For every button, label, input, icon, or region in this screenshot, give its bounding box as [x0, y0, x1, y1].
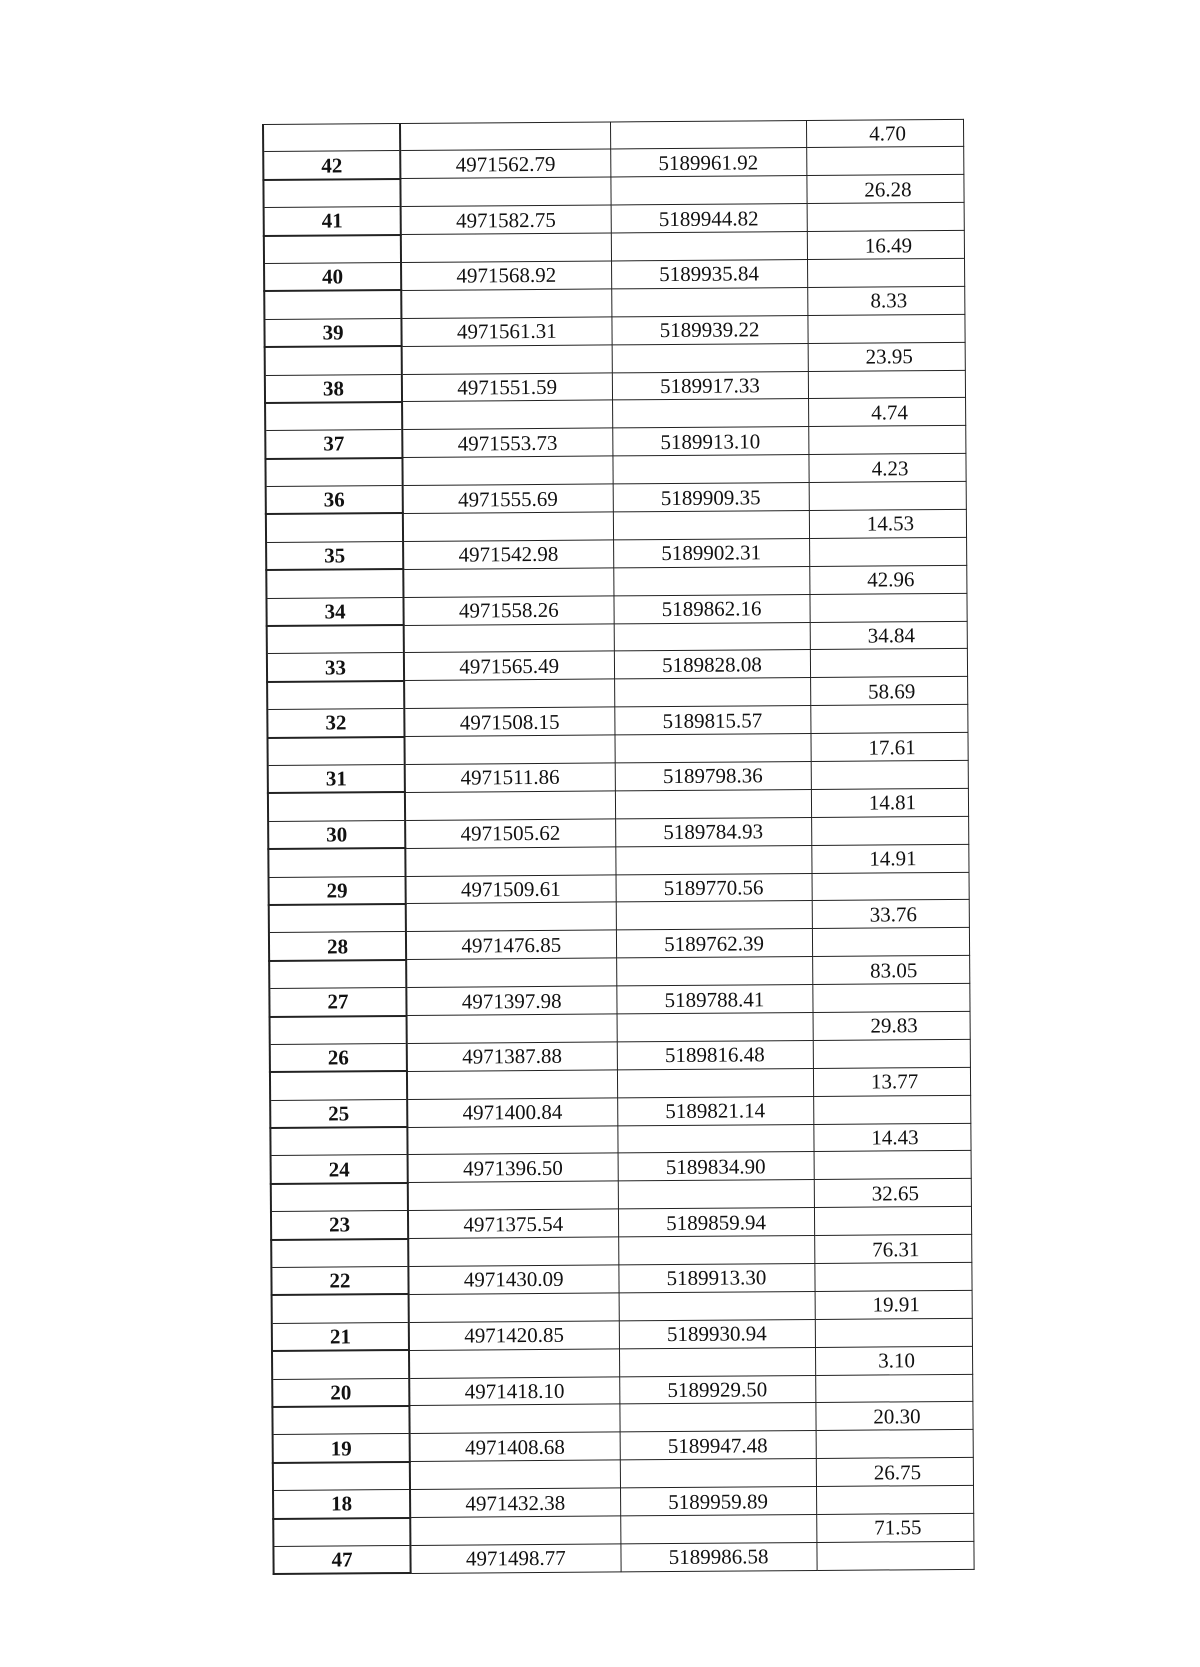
point-id-cell: 40 [264, 262, 401, 291]
distance-cell [808, 426, 965, 455]
y-coordinate-cell [611, 287, 807, 316]
point-id-cell: 22 [271, 1266, 408, 1295]
distance-cell [813, 1095, 970, 1124]
point-id-cell [268, 792, 405, 821]
y-coordinate-cell: 5189935.84 [611, 259, 807, 288]
distance-cell [807, 314, 964, 343]
point-id-cell: 41 [264, 207, 401, 236]
y-coordinate-cell: 5189986.58 [620, 1542, 816, 1571]
y-coordinate-cell: 5189959.89 [620, 1487, 816, 1516]
point-id-cell [272, 1294, 409, 1323]
y-coordinate-cell: 5189913.10 [612, 427, 808, 456]
point-id-cell: 18 [273, 1490, 410, 1519]
distance-cell [810, 705, 967, 734]
distance-cell: 14.81 [811, 788, 968, 817]
y-coordinate-cell [617, 1124, 813, 1153]
distance-cell: 14.91 [811, 844, 968, 873]
x-coordinate-cell: 4971511.86 [405, 763, 615, 792]
y-coordinate-cell [619, 1291, 815, 1320]
point-id-cell: 27 [269, 988, 406, 1017]
distance-cell: 13.77 [813, 1067, 970, 1096]
y-coordinate-cell: 5189834.90 [618, 1152, 814, 1181]
y-coordinate-cell: 5189859.94 [618, 1208, 814, 1237]
point-id-cell [271, 1239, 408, 1268]
y-coordinate-cell: 5189815.57 [614, 706, 810, 735]
point-id-cell: 23 [271, 1211, 408, 1240]
y-coordinate-cell [610, 176, 806, 205]
distance-cell [810, 649, 967, 678]
x-coordinate-cell: 4971396.50 [408, 1153, 618, 1182]
distance-cell: 32.65 [814, 1179, 971, 1208]
y-coordinate-cell [610, 121, 806, 150]
distance-cell: 4.70 [806, 119, 963, 148]
distance-cell [807, 258, 964, 287]
distance-cell [808, 370, 965, 399]
point-id-cell: 24 [271, 1155, 408, 1184]
point-id-cell [267, 681, 404, 710]
distance-cell [813, 1039, 970, 1068]
point-id-cell: 33 [267, 653, 404, 682]
x-coordinate-cell: 4971562.79 [400, 149, 610, 178]
point-id-cell [271, 1183, 408, 1212]
point-id-cell: 31 [268, 764, 405, 793]
x-coordinate-cell: 4971508.15 [404, 707, 614, 736]
point-id-cell [265, 458, 402, 487]
y-coordinate-cell: 5189909.35 [613, 483, 809, 512]
point-id-cell: 34 [266, 597, 403, 626]
y-coordinate-cell [618, 1180, 814, 1209]
point-id-cell: 26 [270, 1043, 407, 1072]
x-coordinate-cell: 4971418.10 [409, 1376, 619, 1405]
distance-cell: 16.49 [807, 230, 964, 259]
x-coordinate-cell: 4971553.73 [402, 428, 612, 457]
distance-cell [812, 872, 969, 901]
distance-cell: 42.96 [809, 565, 966, 594]
x-coordinate-cell [403, 568, 613, 597]
y-coordinate-cell [612, 343, 808, 372]
distance-cell: 29.83 [813, 1011, 970, 1040]
point-id-cell: 42 [263, 151, 400, 180]
x-coordinate-cell: 4971430.09 [408, 1265, 618, 1294]
x-coordinate-cell [405, 791, 615, 820]
x-coordinate-cell [402, 456, 612, 485]
point-id-cell [265, 402, 402, 431]
y-coordinate-cell: 5189770.56 [616, 873, 812, 902]
point-id-cell [270, 1015, 407, 1044]
x-coordinate-cell: 4971505.62 [405, 819, 615, 848]
y-coordinate-cell [616, 957, 812, 986]
y-coordinate-cell: 5189762.39 [616, 929, 812, 958]
x-coordinate-cell [404, 679, 614, 708]
distance-cell: 19.91 [815, 1290, 972, 1319]
distance-cell: 8.33 [807, 286, 964, 315]
y-coordinate-cell [619, 1403, 815, 1432]
document-page [262, 119, 973, 1575]
y-coordinate-cell: 5189788.41 [616, 985, 812, 1014]
y-coordinate-cell [619, 1347, 815, 1376]
point-id-cell [272, 1406, 409, 1435]
x-coordinate-cell [402, 400, 612, 429]
distance-cell [807, 203, 964, 232]
y-coordinate-cell: 5189902.31 [613, 538, 809, 567]
x-coordinate-cell: 4971509.61 [406, 874, 616, 903]
point-id-cell: 39 [264, 318, 401, 347]
x-coordinate-cell: 4971551.59 [402, 372, 612, 401]
distance-cell [814, 1262, 971, 1291]
x-coordinate-cell [405, 847, 615, 876]
y-coordinate-cell: 5189816.48 [617, 1040, 813, 1069]
x-coordinate-cell: 4971400.84 [407, 1098, 617, 1127]
y-coordinate-cell: 5189821.14 [617, 1096, 813, 1125]
distance-cell: 33.76 [812, 900, 969, 929]
distance-cell [816, 1485, 973, 1514]
point-id-cell: 29 [269, 876, 406, 905]
distance-cell: 3.10 [815, 1346, 972, 1375]
y-coordinate-cell: 5189929.50 [619, 1375, 815, 1404]
distance-cell [811, 816, 968, 845]
y-coordinate-cell [617, 1068, 813, 1097]
point-id-cell: 38 [265, 374, 402, 403]
y-coordinate-cell [614, 678, 810, 707]
point-id-cell [264, 290, 401, 319]
distance-cell: 17.61 [810, 732, 967, 761]
y-coordinate-cell [616, 901, 812, 930]
distance-cell: 71.55 [816, 1513, 973, 1542]
x-coordinate-cell: 4971432.38 [410, 1488, 620, 1517]
point-id-cell: 35 [266, 541, 403, 570]
point-id-cell: 47 [273, 1545, 410, 1574]
point-id-cell: 30 [268, 820, 405, 849]
point-id-cell [268, 848, 405, 877]
point-id-cell: 25 [270, 1099, 407, 1128]
point-id-cell [272, 1350, 409, 1379]
y-coordinate-cell [620, 1515, 816, 1544]
point-id-cell [267, 625, 404, 654]
distance-cell: 4.74 [808, 398, 965, 427]
y-coordinate-cell [613, 566, 809, 595]
distance-cell: 76.31 [814, 1234, 971, 1263]
y-coordinate-cell [615, 845, 811, 874]
y-coordinate-cell: 5189828.08 [614, 650, 810, 679]
x-coordinate-cell: 4971561.31 [401, 317, 611, 346]
distance-cell [809, 593, 966, 622]
y-coordinate-cell: 5189930.94 [619, 1319, 815, 1348]
distance-cell: 23.95 [808, 342, 965, 371]
distance-cell [814, 1151, 971, 1180]
coordinates-table [262, 119, 974, 1575]
y-coordinate-cell [612, 455, 808, 484]
x-coordinate-cell: 4971558.26 [403, 596, 613, 625]
y-coordinate-cell: 5189784.93 [615, 817, 811, 846]
y-coordinate-cell [611, 232, 807, 261]
point-row [273, 1541, 973, 1574]
distance-cell: 83.05 [812, 956, 969, 985]
y-coordinate-cell [612, 399, 808, 428]
x-coordinate-cell [401, 289, 611, 318]
y-coordinate-cell: 5189913.30 [618, 1263, 814, 1292]
y-coordinate-cell [617, 1012, 813, 1041]
y-coordinate-cell: 5189961.92 [610, 148, 806, 177]
distance-cell [806, 147, 963, 176]
point-id-cell [264, 235, 401, 264]
point-id-cell [269, 904, 406, 933]
y-coordinate-cell [615, 789, 811, 818]
x-coordinate-cell [409, 1293, 619, 1322]
x-coordinate-cell: 4971498.77 [410, 1544, 620, 1573]
distance-cell [809, 537, 966, 566]
x-coordinate-cell: 4971375.54 [408, 1209, 618, 1238]
distance-cell: 58.69 [810, 677, 967, 706]
x-coordinate-cell: 4971420.85 [409, 1321, 619, 1350]
y-coordinate-cell: 5189798.36 [615, 761, 811, 790]
x-coordinate-cell: 4971476.85 [406, 930, 616, 959]
distance-cell: 20.30 [815, 1402, 972, 1431]
x-coordinate-cell [402, 345, 612, 374]
point-id-cell: 21 [272, 1322, 409, 1351]
point-id-cell [266, 513, 403, 542]
point-id-cell [263, 123, 400, 151]
x-coordinate-cell: 4971568.92 [401, 261, 611, 290]
coordinates-table-body [263, 119, 974, 1574]
y-coordinate-cell: 5189917.33 [612, 371, 808, 400]
x-coordinate-cell [410, 1460, 620, 1489]
distance-cell [816, 1430, 973, 1459]
distance-cell: 26.75 [816, 1458, 973, 1487]
y-coordinate-cell [620, 1459, 816, 1488]
x-coordinate-cell [408, 1181, 618, 1210]
x-coordinate-cell: 4971387.88 [407, 1042, 617, 1071]
x-coordinate-cell [407, 1014, 617, 1043]
point-id-cell [269, 960, 406, 989]
x-coordinate-cell [400, 177, 610, 206]
x-coordinate-cell: 4971397.98 [406, 986, 616, 1015]
distance-cell [815, 1318, 972, 1347]
point-id-cell: 36 [266, 486, 403, 515]
x-coordinate-cell [404, 623, 614, 652]
distance-cell [812, 983, 969, 1012]
point-id-cell: 37 [265, 430, 402, 459]
x-coordinate-cell [407, 1125, 617, 1154]
y-coordinate-cell [614, 622, 810, 651]
x-coordinate-cell [406, 958, 616, 987]
point-id-cell [273, 1462, 410, 1491]
x-coordinate-cell: 4971565.49 [404, 651, 614, 680]
distance-cell: 14.43 [813, 1123, 970, 1152]
point-id-cell [266, 569, 403, 598]
point-id-cell: 19 [273, 1434, 410, 1463]
point-id-cell [273, 1517, 410, 1546]
point-id-cell: 32 [267, 709, 404, 738]
x-coordinate-cell [400, 122, 610, 151]
x-coordinate-cell [409, 1349, 619, 1378]
point-id-cell [270, 1127, 407, 1156]
x-coordinate-cell [407, 1070, 617, 1099]
y-coordinate-cell [614, 734, 810, 763]
x-coordinate-cell: 4971542.98 [403, 540, 613, 569]
distance-cell: 26.28 [806, 175, 963, 204]
point-id-cell: 28 [269, 932, 406, 961]
distance-cell [809, 481, 966, 510]
x-coordinate-cell: 4971408.68 [410, 1432, 620, 1461]
y-coordinate-cell [618, 1236, 814, 1265]
distance-cell [814, 1207, 971, 1236]
x-coordinate-cell: 4971555.69 [403, 484, 613, 513]
distance-cell [812, 928, 969, 957]
distance-cell: 34.84 [810, 621, 967, 650]
point-id-cell [263, 179, 400, 208]
point-id-cell: 20 [272, 1378, 409, 1407]
x-coordinate-cell [401, 233, 611, 262]
y-coordinate-cell: 5189939.22 [611, 315, 807, 344]
x-coordinate-cell: 4971582.75 [401, 205, 611, 234]
point-id-cell [267, 737, 404, 766]
distance-cell [815, 1374, 972, 1403]
distance-cell: 14.53 [809, 509, 966, 538]
x-coordinate-cell [404, 735, 614, 764]
y-coordinate-cell [613, 510, 809, 539]
y-coordinate-cell: 5189944.82 [611, 204, 807, 233]
point-id-cell [265, 346, 402, 375]
distance-cell [816, 1541, 973, 1570]
x-coordinate-cell [409, 1404, 619, 1433]
x-coordinate-cell [410, 1516, 620, 1545]
y-coordinate-cell: 5189947.48 [620, 1431, 816, 1460]
x-coordinate-cell [403, 512, 613, 541]
x-coordinate-cell [408, 1237, 618, 1266]
y-coordinate-cell: 5189862.16 [613, 594, 809, 623]
distance-cell [811, 760, 968, 789]
point-id-cell [270, 1071, 407, 1100]
distance-cell: 4.23 [808, 454, 965, 483]
x-coordinate-cell [406, 902, 616, 931]
